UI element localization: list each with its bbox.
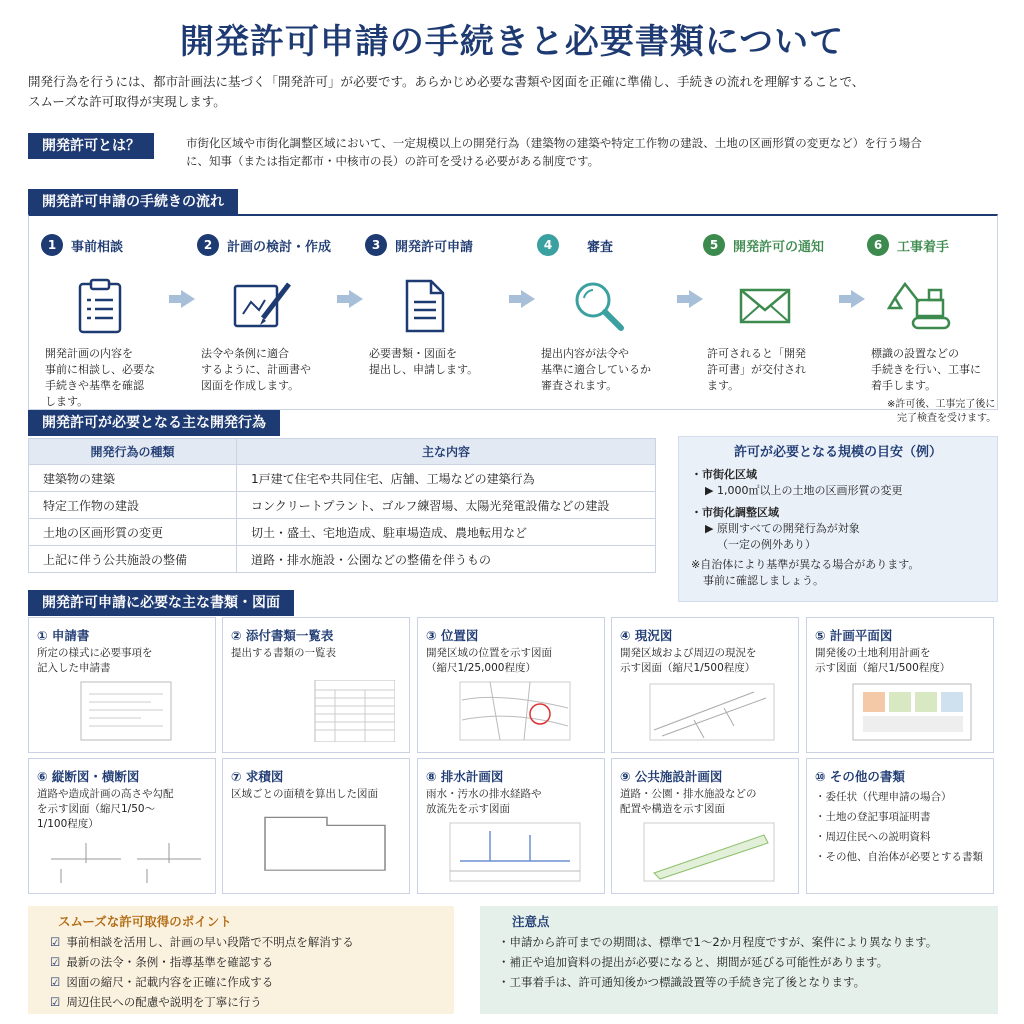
area-thumbnail-icon [245,811,395,873]
table-row: 特定工作物の建設 コンクリートプラント、ゴルフ練習場、太陽光発電設備などの建設 [29,492,656,519]
checkbox-icon: ☑ [50,995,61,1009]
drainage-thumbnail-icon [440,821,590,883]
list-item: ☑ 周辺住民への配慮や説明を丁寧に行う [50,995,262,1009]
drafting-icon [231,278,295,334]
step-title: 審査 [587,239,614,255]
excavator-icon [887,278,957,334]
table-thumbnail-icon [245,680,395,742]
tips-heading: スムーズな許可取得のポイント [58,914,232,929]
notes-heading: 注意点 [512,914,550,929]
checkbox-icon: ☑ [50,955,61,969]
flow-step-4: 4 審査 提出内容が法令や 基準に適合しているか 審査されます。 [537,234,687,256]
page-title: 開発許可申請の手続きと必要書類について [179,22,845,62]
clipboard-icon [75,278,125,334]
step-desc: 法令や条例に適合 するように、計画書や 図面を作成します。 [201,347,311,392]
doc-card-public-facility-plan: ⑨ 公共施設計画図 道路・公園・排水施設などの 配置や構造を示す図面 [611,758,799,894]
arrow-right-icon [181,290,195,308]
step-desc: 許可されると「開発 許可書」が交付され ます。 [707,347,806,392]
arrow-right-icon [349,290,363,308]
doc-card-location-map: ③ 位置図 開発区域の位置を示す図面 （縮尺1/25,000程度） [417,617,605,753]
list-item: ☑ 最新の法令・条例・指導基準を確認する [50,955,274,969]
doc-card-current-map: ④ 現況図 開発区域および周辺の現況を 示す図面（縮尺1/500程度） [611,617,799,753]
list-item: ・工事着手は、許可通知後かつ標識設置等の手続き完了後となります。 [498,975,866,989]
flow-step-2: 2 計画の検討・作成 法令や条例に適合 するように、計画書や 図面を作成します。 [197,234,347,256]
site-map-thumbnail-icon [634,680,784,742]
docs-heading: 開発許可申請に必要な主な書類・図面 [28,590,294,616]
list-item: ☑ 図面の縮尺・記載内容を正確に作成する [50,975,274,989]
notes-panel [480,906,998,1014]
arrow-right-icon [521,290,535,308]
map-thumbnail-icon [440,680,590,742]
doc-card-attachment-list: ② 添付書類一覧表 提出する書類の一覧表 [222,617,410,753]
table-row: 土地の区画形質の変更 切土・盛土、宅地造成、駐車場造成、農地転用など [29,519,656,546]
doc-card-drainage-plan: ⑧ 排水計画図 雨水・汚水の排水経路や 放流先を示す図面 [417,758,605,894]
step-title: 開発許可申請 [395,239,474,255]
tips-panel [28,906,454,1014]
flow-step-6: 6 工事着手 標識の設置などの 手続きを行い、工事に 着手します。 ※許可後、工事完了後に 完了検査を受けます。 [867,234,995,256]
form-thumbnail-icon [51,680,201,742]
envelope-icon [737,278,793,334]
flow-step-3: 3 開発許可申請 必要書類・図面を 提出し、申請します。 [365,234,515,256]
table-row: 上記に伴う公共施設の整備 道路・排水施設・公園などの整備を伴うもの [29,546,656,573]
scale-panel: 許可が必要となる規模の目安（例） ・市街化区域 ▶ 1,000㎡以上の土地の区画形質の変更 ・市街化調整区域 ▶ 原則すべての開発行為が対象 （一定の例外あり） ※自治体により基準が異なる場合があります。 事前に確認しましょう。 [678,436,998,602]
step-note: ※許可後、工事完了後に 完了検査を受けます。 [887,399,997,424]
facility-thumbnail-icon [634,821,784,883]
step-title: 事前相談 [71,239,124,255]
step-desc: 必要書類・図面を 提出し、申請します。 [369,347,479,376]
document-icon [399,278,449,334]
scale-heading: 許可が必要となる規模の目安（例） [733,445,942,460]
acts-table [28,438,656,573]
doc-card-area-drawing: ⑦ 求積図 区域ごとの面積を算出した図面 [222,758,410,894]
plan-thumbnail-icon [829,680,979,742]
section-thumbnail-icon [51,833,201,895]
doc-card-plan-map: ⑤ 計画平面図 開発後の土地利用計画を 示す図面（縮尺1/500程度） [806,617,994,753]
checkbox-icon: ☑ [50,935,61,949]
flow-heading: 開発許可申請の手続きの流れ [28,189,238,215]
step-title: 工事着手 [897,239,950,255]
step-title: 計画の検討・作成 [227,239,332,255]
step-desc: 標識の設置などの 手続きを行い、工事に 着手します。 [871,347,981,392]
list-item: ☑ 事前相談を活用し、計画の早い段階で不明点を解消する [50,935,354,949]
doc-card-section-drawing: ⑥ 縦断図・横断図 道路や造成計画の高さや勾配 を示す図面（縮尺1/50〜 1/100程度） [28,758,216,894]
definition-heading: 開発許可とは？ [28,133,154,159]
table-row: 建築物の建築 1戸建て住宅や共同住宅、店舗、工場などの建築行為 [29,465,656,492]
acts-heading: 開発許可が必要となる主な開発行為 [28,410,280,436]
other-docs-list: ・委任状（代理申請の場合） ・土地の登記事項証明書 ・周辺住民への説明資料 ・その他、自治体が必要とする書類 [815,791,983,863]
doc-card-application: ① 申請書 所定の様式に必要事項を 記入した申請書 [28,617,216,753]
arrow-right-icon [689,290,703,308]
step-desc: 開発計画の内容を 事前に相談し、必要な 手続きや基準を確認 します。 [45,347,155,408]
definition-text: 市街化区域や市街化調整区域において、一定規模以上の開発行為（建築物の建築や特定工作物の建設、土地の区画形質の変更など）を行う場合 に、知事（または指定都市・中核市の長）の許可を受ける必要がある制度です。 [186,136,922,168]
flow-step-5: 5 開発許可の通知 許可されると「開発 許可書」が交付され ます。 [703,234,853,256]
arrow-right-icon [851,290,865,308]
doc-card-other-documents: ⑩ その他の書類 ・委任状（代理申請の場合） ・土地の登記事項証明書 ・周辺住民への説明資料 ・その他、自治体が必要とする書類 [806,758,994,894]
step-number: 1 [41,234,63,256]
step-title: 開発許可の通知 [733,239,825,255]
flow-step-1 [41,234,191,408]
list-item: ・補正や追加資料の提出が必要になると、期間が延びる可能性があります。 [498,955,889,969]
step-desc: 提出内容が法令や 基準に適合しているか 審査されます。 [541,347,651,392]
magnifier-icon [571,278,627,334]
intro-text: 開発行為を行うには、都市計画法に基づく「開発許可」が必要です。あらかじめ必要な書類や図面を正確に準備し、手続きの流れを理解することで、 スムーズな許可取得が実現します。 [28,74,865,109]
list-item: ・申請から許可までの期間は、標準で1〜2か月程度ですが、案件により異なります。 [498,935,938,949]
checkbox-icon: ☑ [50,975,61,989]
column-header: 開発行為の種類 [29,439,237,465]
column-header: 主な内容 [237,439,656,465]
